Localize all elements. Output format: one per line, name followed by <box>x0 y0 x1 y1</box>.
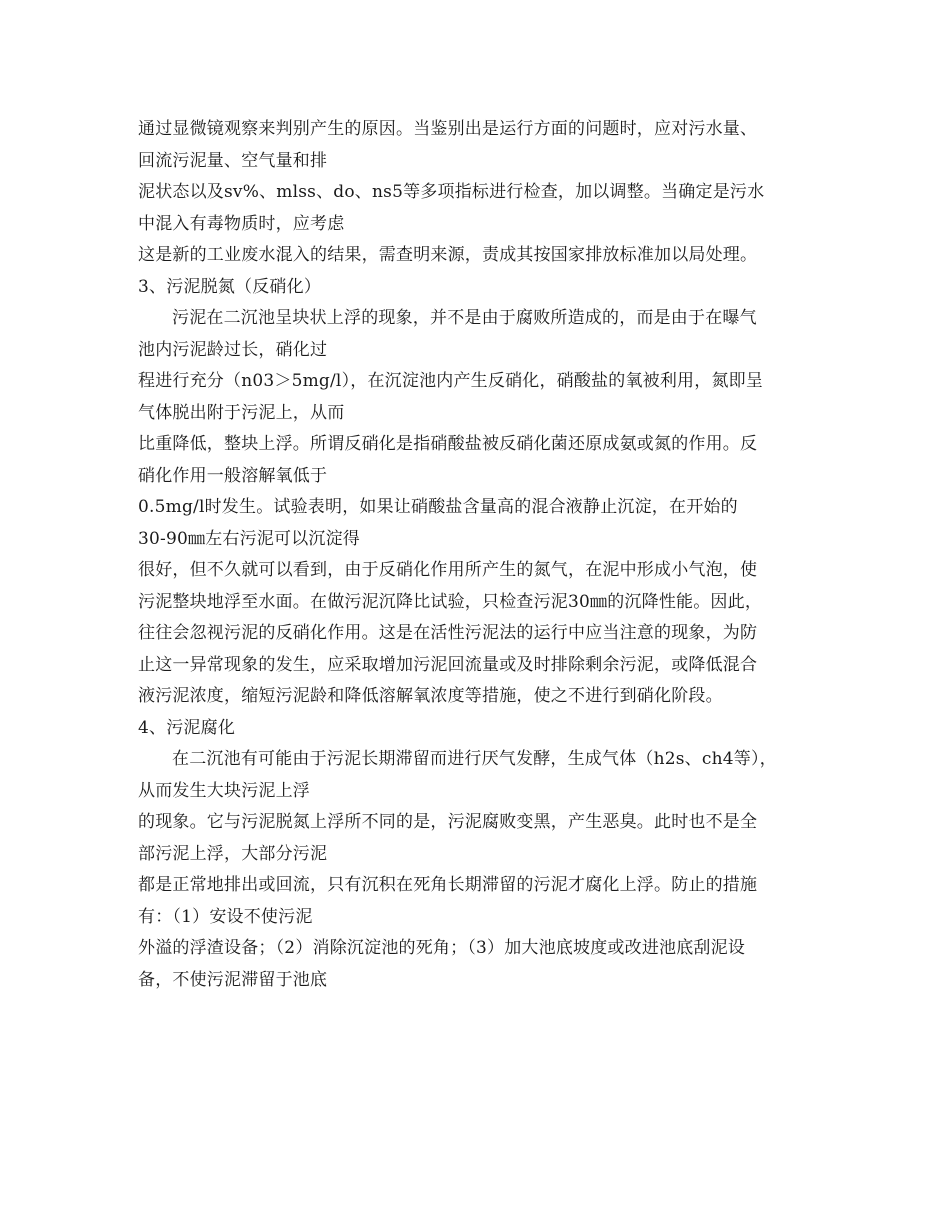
text-line: 备，不使污泥滞留于池底 <box>138 969 328 990</box>
text-line: 从而发生大块污泥上浮 <box>138 780 310 801</box>
text-line: 的现象。它与污泥脱氮上浮所不同的是，污泥腐败变黑，产生恶臭。此时也不是全 <box>138 812 758 832</box>
text-line: 液污泥浓度，缩短污泥龄和降低溶解氧浓度等措施，使之不进行到硝化阶段。 <box>138 686 723 706</box>
text-line: 回流污泥量、空气量和排 <box>138 150 328 171</box>
text-line: 0.5mg/l时发生。试验表明，如果让硝酸盐含量高的混合液静止沉淀，在开始的 <box>138 497 738 517</box>
text-line: 池内污泥龄过长，硝化过 <box>138 339 328 360</box>
text-line: 有：（1）安设不使污泥 <box>138 906 313 927</box>
text-line: 3、污泥脱氮（反硝化） <box>138 276 322 297</box>
text-line: 很好，但不久就可以看到，由于反硝化作用所产生的氮气，在泥中形成小气泡，使 <box>138 560 758 580</box>
text-line: 30-90㎜左右污泥可以沉淀得 <box>138 528 361 549</box>
text-line: 4、污泥腐化 <box>138 717 236 738</box>
text-line: 止这一异常现象的发生，应采取增加污泥回流量或及时排除剩余污泥，或降低混合 <box>138 654 758 675</box>
text-line: 这是新的工业废水混入的结果，需查明来源，责成其按国家排放标准加以局处理。 <box>138 245 758 265</box>
text-line: 通过显微镜观察来判别产生的原因。当鉴别出是运行方面的问题时，应对污水量、 <box>138 119 758 139</box>
text-line: 中混入有毒物质时，应考虑 <box>138 213 345 234</box>
text-line: 都是正常地排出或回流，只有沉积在死角长期滞留的污泥才腐化上浮。防止的措施 <box>138 875 758 895</box>
text-line: 在二沉池有可能由于污泥长期滞留而进行厌气发酵，生成气体（h2s、ch4等）， <box>172 749 777 769</box>
text-line: 外溢的浮渣设备；（2）消除沉淀池的死角；（3）加大池底坡度或改进池底刮泥设 <box>138 938 746 958</box>
text-line: 硝化作用一般溶解氧低于 <box>138 465 328 486</box>
text-line: 比重降低，整块上浮。所谓反硝化是指硝酸盐被反硝化菌还原成氨或氮的作用。反 <box>138 434 758 454</box>
text-line: 污泥在二沉池呈块状上浮的现象，并不是由于腐败所造成的，而是由于在曝气 <box>172 308 757 328</box>
document-body <box>138 114 828 996</box>
text-line: 往往会忽视污泥的反硝化作用。这是在活性污泥法的运行中应当注意的现象，为防 <box>138 623 758 643</box>
text-line: 污泥整块地浮至水面。在做污泥沉降比试验，只检查污泥30㎜的沉降性能。因此， <box>138 591 763 612</box>
text-line: 部污泥上浮，大部分污泥 <box>138 843 328 864</box>
text-line: 泥状态以及sv%、mlss、do、ns5等多项指标进行检查，加以调整。当确定是污水 <box>138 182 765 202</box>
text-line: 程进行充分（n03＞5mg/l），在沉淀池内产生反硝化，硝酸盐的氧被利用，氮即呈 <box>138 371 764 391</box>
text-line: 气体脱出附于污泥上，从而 <box>138 402 345 423</box>
